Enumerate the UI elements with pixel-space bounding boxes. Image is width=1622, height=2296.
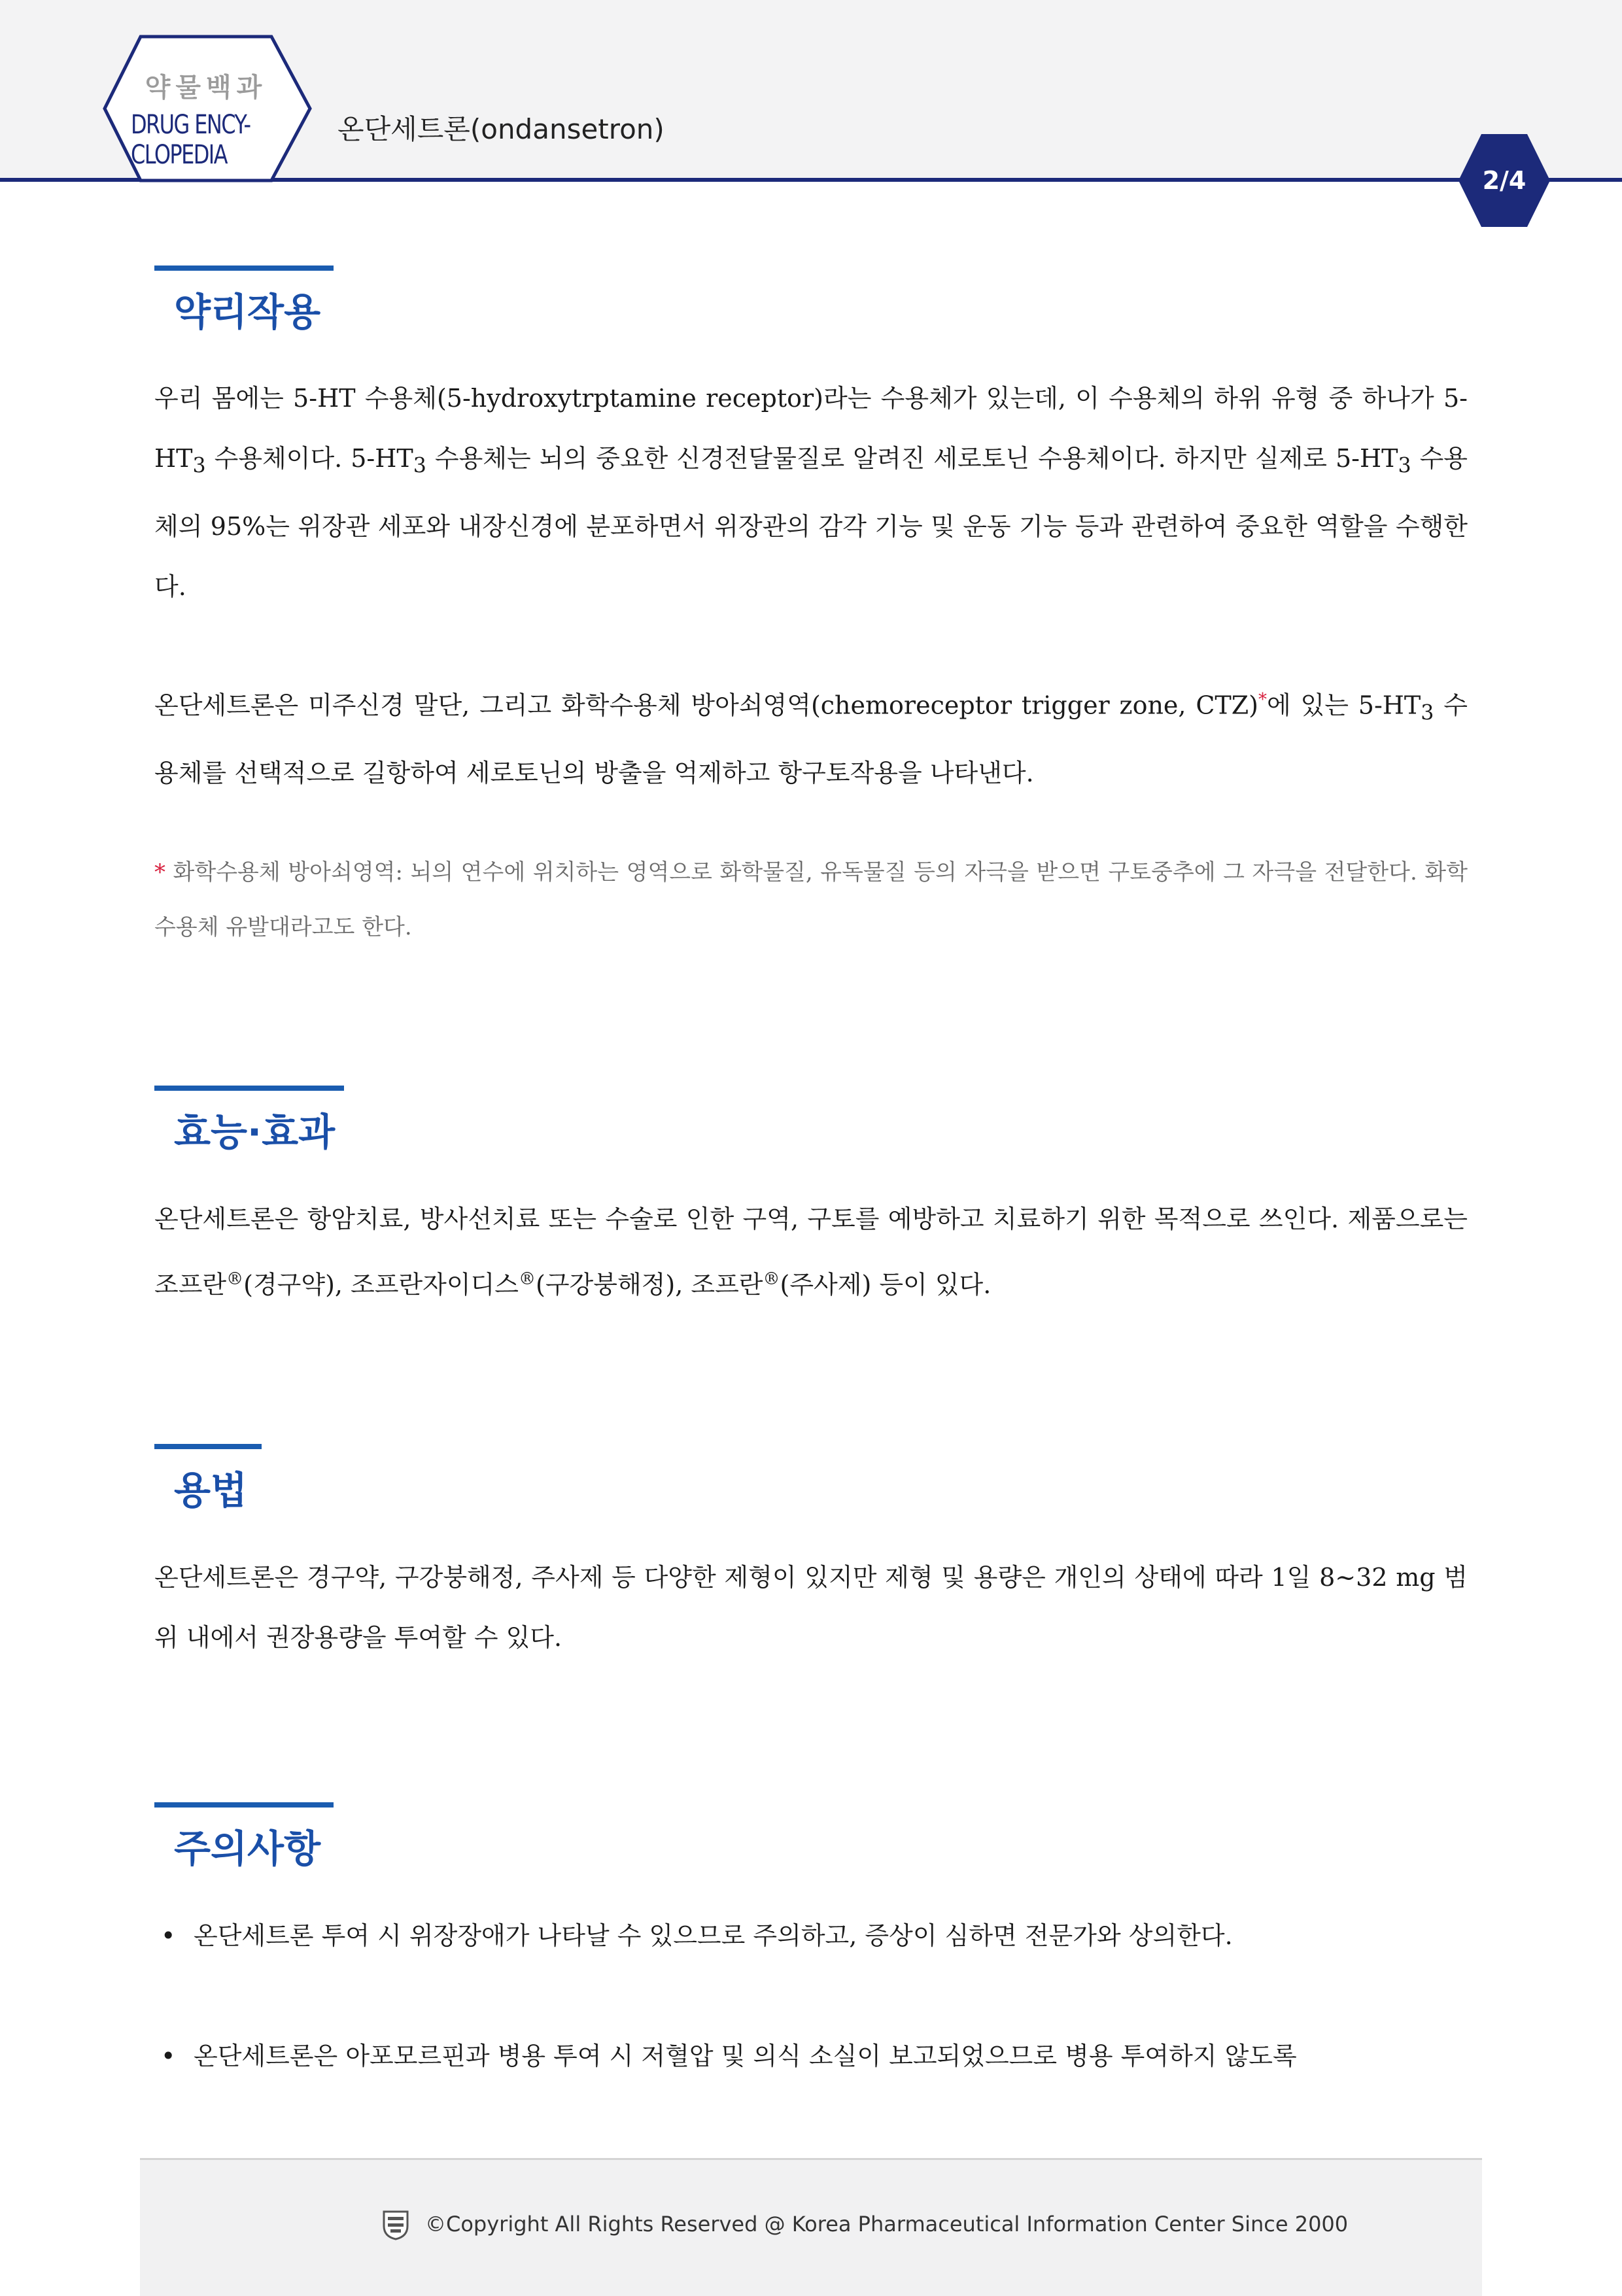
section-title-efficacy: 효능·효과 (174, 1110, 336, 1154)
section-divider (154, 1086, 344, 1091)
logo-korean-title: 약물백과 (145, 73, 267, 103)
list-item: • 온단세트론은 아포모르핀과 병용 투여 시 저혈압 및 의식 소실이 보고되었으므로 병용 투여하지 않도록 (161, 2042, 1297, 2070)
kpic-emblem-icon (381, 2209, 410, 2240)
section-title-dosage: 용법 (174, 1468, 248, 1513)
section-title-pharmacology: 약리작용 (174, 290, 321, 334)
copyright-text: ©Copyright All Rights Reserved @ Korea Pharmaceutical Information Center Since 2000 (425, 2212, 1349, 2236)
list-item: • 온단세트론 투여 시 위장장애가 나타날 수 있으므로 주의하고, 증상이 심하면 전문가와 상의한다. (161, 1921, 1233, 1950)
page-indicator: 2/4 (1482, 166, 1527, 195)
section-divider (154, 1444, 262, 1449)
footnote-marker: * (1258, 690, 1267, 710)
logo-line-1: DRUG ENCY- (131, 110, 250, 140)
section-divider (154, 266, 334, 271)
section-title-precautions: 주의사항 (174, 1826, 321, 1871)
dosage-paragraph: 온단세트론은 경구약, 구강붕해정, 주사제 등 다양한 제형이 있지만 제형 및 용량은 개인의 상태에 따라 1일 8~32 mg 범위 내에서 권장용량을 투여할 수 있다. (154, 1563, 1468, 1652)
efficacy-paragraph: 온단세트론은 항암치료, 방사선치료 또는 수술로 인한 구역, 구토를 예방하고 치료하기 위한 목적으로 쓰인다. 제품으로는 조프란®(경구약), 조프란자이디스®(구강붕해정), 조프란®(주사제) 등이 있다. (154, 1205, 1468, 1299)
document-title: 온단세트론(ondansetron) (337, 113, 664, 145)
section-divider (154, 1802, 334, 1808)
pharmacology-paragraph-1: 우리 몸에는 5-HT 수용체(5-hydroxytrptamine receptor)라는 수용체가 있는데, 이 수용체의 하위 유형 중 하나가 $5-HT_3$ 수용체이다. $5-HT_3$ 수용체는 뇌의 중요한 신경전달물질로 알려진 세로토닌 수용체이다. 하지만 실제로 $5-HT_3$ 수용체의 95%는 위장관 세포와 내장신경에 분포하면서 위장관의 감각 기능 및 운동 기능 등과 관련하여 중요한 역할을 수행한다. (154, 384, 1468, 601)
footnote: * 화학수용체 방아쇠영역: 뇌의 연수에 위치하는 영역으로 화학물질, 유독물질 등의 자극을 받으면 구토중추에 그 자극을 전달한다. 화학수용체 유발대라고도 한다. (154, 859, 1468, 940)
pharmacology-paragraph-2: 온단세트론은 미주신경 말단, 그리고 화학수용체 방아쇠영역(chemoreceptor trigger zone, CTZ)*에 있는 $5-HT_3$ 수용체를 선택적으로 길항하여 세로토닌의 방출을 억제하고 항구토작용을 나타낸다. (154, 690, 1468, 788)
logo-line-2: CLOPEDIA (131, 140, 227, 170)
